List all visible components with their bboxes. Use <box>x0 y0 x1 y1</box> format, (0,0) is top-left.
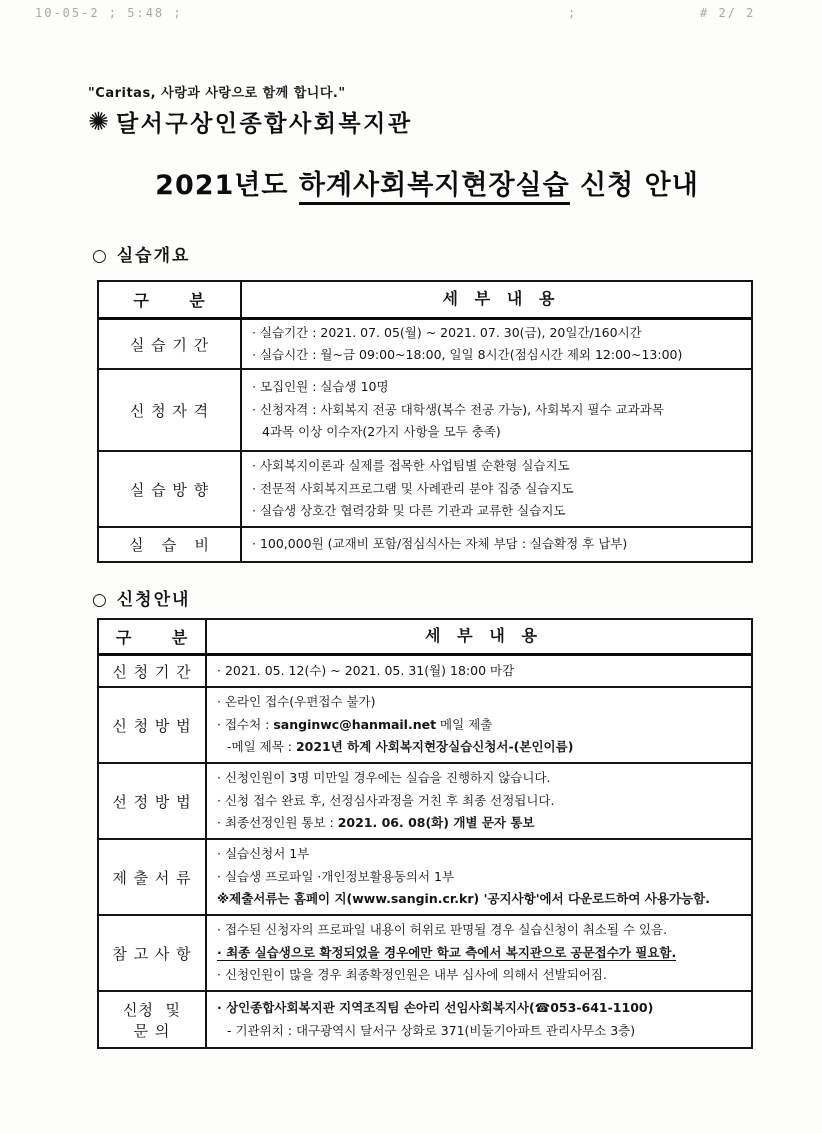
row-label: 제 출 서 류 <box>99 840 207 914</box>
detail-line: · 실습생 상호간 협력강화 및 다른 기관과 교류한 실습지도 <box>252 503 566 519</box>
detail-line: · 온라인 접수(우편접수 불가) <box>217 694 376 710</box>
letterhead <box>88 82 413 138</box>
flower-logo-icon: ✺ <box>88 107 109 136</box>
table-row-eligibility <box>99 370 751 452</box>
detail-line: · 신청 접수 완료 후, 선정심사과정을 거친 후 최종 선정됩니다. <box>217 792 555 808</box>
org-slogan: "Caritas, 사랑과 사랑으로 함께 합니다." <box>88 86 346 101</box>
fax-timestamp: 10-05-2 ; 5:48 ; <box>35 6 183 20</box>
document-title <box>16 163 822 202</box>
table-row-practice-fee <box>99 528 751 561</box>
table-row-contact <box>99 992 751 1047</box>
fax-transmission-header <box>0 4 822 24</box>
row-label: 신 청 방 법 <box>99 688 207 762</box>
fax-page-indicator: # 2/ 2 <box>700 6 756 20</box>
detail-line-download-note: ※제출서류는 홈페이 지(www.sangin.cr.kr) '공지사항'에서 다운로드하여 사용가능함. <box>217 891 710 907</box>
detail-line: · 모집인원 : 실습생 10명 <box>252 379 389 395</box>
row-label: 신청 및 문 의 <box>99 992 207 1047</box>
detail-line: 4과목 이상 이수자(2가지 사항을 모두 충족) <box>262 424 501 440</box>
title-suffix: 신청 안내 <box>569 170 699 201</box>
table-row-reference-notes <box>99 916 751 992</box>
row-content <box>207 656 751 686</box>
table-row-practice-direction <box>99 452 751 528</box>
table-header-row <box>99 620 751 656</box>
title-prefix: 2021년도 <box>155 170 299 201</box>
table-row-practice-period <box>99 320 751 370</box>
row-label: 신 청 자 격 <box>99 370 242 450</box>
row-content <box>207 688 751 762</box>
detail-line: · 실습신청서 1부 <box>217 846 310 862</box>
row-content <box>207 764 751 838</box>
email-subject: 2021년 하계 사회복지현장실습신청서-(본인이름) <box>295 739 574 755</box>
table-row-required-documents <box>99 840 751 916</box>
org-name: 달서구상인종합사회복지관 <box>115 111 413 137</box>
row-content <box>207 916 751 990</box>
column-header-details: 세 부 내 용 <box>442 289 555 309</box>
detail-line: · 실습시간 : 월~금 09:00~18:00, 일일 8시간(점심시간 제외 12:00~13:00) <box>252 347 683 362</box>
fax-separator: ; <box>568 6 578 20</box>
row-content <box>242 320 751 368</box>
detail-line: · 전문적 사회복지프로그램 및 사례관리 분야 집중 실습지도 <box>252 480 574 496</box>
row-label: 실 습 방 향 <box>99 452 242 526</box>
detail-line-contact-person: · 상인종합사회복지관 지역조직팀 손아리 선임사회복지사(☎053-641-1100) <box>217 1000 654 1015</box>
detail-line: · 2021. 05. 12(수) ~ 2021. 05. 31(월) 18:00 마감 <box>217 662 515 678</box>
notification-date: 2021. 06. 08(화) 개별 문자 통보 <box>337 815 535 831</box>
detail-line: · 실습기간 : 2021. 07. 05(월) ~ 2021. 07. 30(금), 20일간/160시간 <box>252 324 642 340</box>
application-table <box>97 618 753 1049</box>
detail-line: · 신청자격 : 사회복지 전공 대학생(복수 전공 가능), 사회복지 필수 교과과목 <box>252 401 664 417</box>
row-label: 참 고 사 항 <box>99 916 207 990</box>
email-address: sanginwc@hanmail.net <box>273 716 437 732</box>
section-heading-application: ○ 신청안내 <box>92 590 191 610</box>
table-row-application-method <box>99 688 751 764</box>
overview-table <box>97 280 753 563</box>
column-header-category: 구 분 <box>99 620 207 653</box>
row-label: 실 습 기 간 <box>99 320 242 368</box>
column-header-category: 구 분 <box>99 282 242 317</box>
table-row-application-period <box>99 656 751 688</box>
detail-line: · 신청인원이 3명 미만일 경우에는 실습을 진행하지 않습니다. <box>217 770 551 786</box>
detail-line: -메일 제목 : 2021년 하계 사회복지현장실습신청서-(본인이름) <box>227 739 574 755</box>
row-content <box>242 370 751 450</box>
detail-line: · 실습생 프로파일 ·개인정보활용동의서 1부 <box>217 868 455 884</box>
row-content <box>242 528 751 561</box>
detail-line: · 최종선정인원 통보 : 2021. 06. 08(화) 개별 문자 통보 <box>217 815 535 831</box>
detail-line-underlined: · 최종 실습생으로 확정되었을 경우에만 학교 측에서 복지관으로 공문접수가 필요함. <box>217 944 677 960</box>
detail-line: · 사회복지이론과 실제를 접목한 사업팀별 순환형 실습지도 <box>252 458 570 474</box>
detail-line: · 신청인원이 많을 경우 최종확정인원은 내부 심사에 의해서 선발되어짐. <box>217 967 607 983</box>
row-label: 실 습 비 <box>99 528 242 561</box>
detail-line-address: - 기관위치 : 대구광역시 달서구 상화로 371(비둘기아파트 관리사무소 3층) <box>227 1022 636 1038</box>
row-content <box>207 992 751 1047</box>
detail-line: · 접수처 : sanginwc@hanmail.net 메일 제출 <box>217 716 493 732</box>
title-underlined-part: 하계사회복지현장실습 <box>299 170 570 205</box>
row-label: 선 정 방 법 <box>99 764 207 838</box>
detail-line: · 접수된 신청자의 프로파일 내용이 허위로 판명될 경우 실습신청이 취소될 수 있음. <box>217 922 668 938</box>
column-header-details: 세 부 내 용 <box>425 626 537 646</box>
row-content <box>242 452 751 526</box>
section-heading-overview: ○ 실습개요 <box>92 246 191 266</box>
table-row-selection-method <box>99 764 751 840</box>
row-label: 신 청 기 간 <box>99 656 207 686</box>
detail-line: · 100,000원 (교재비 포함/점심식사는 자체 부담 : 실습확정 후 납부) <box>252 536 628 552</box>
org-name-line <box>88 105 413 138</box>
row-content <box>207 840 751 914</box>
table-header-row <box>99 282 751 320</box>
